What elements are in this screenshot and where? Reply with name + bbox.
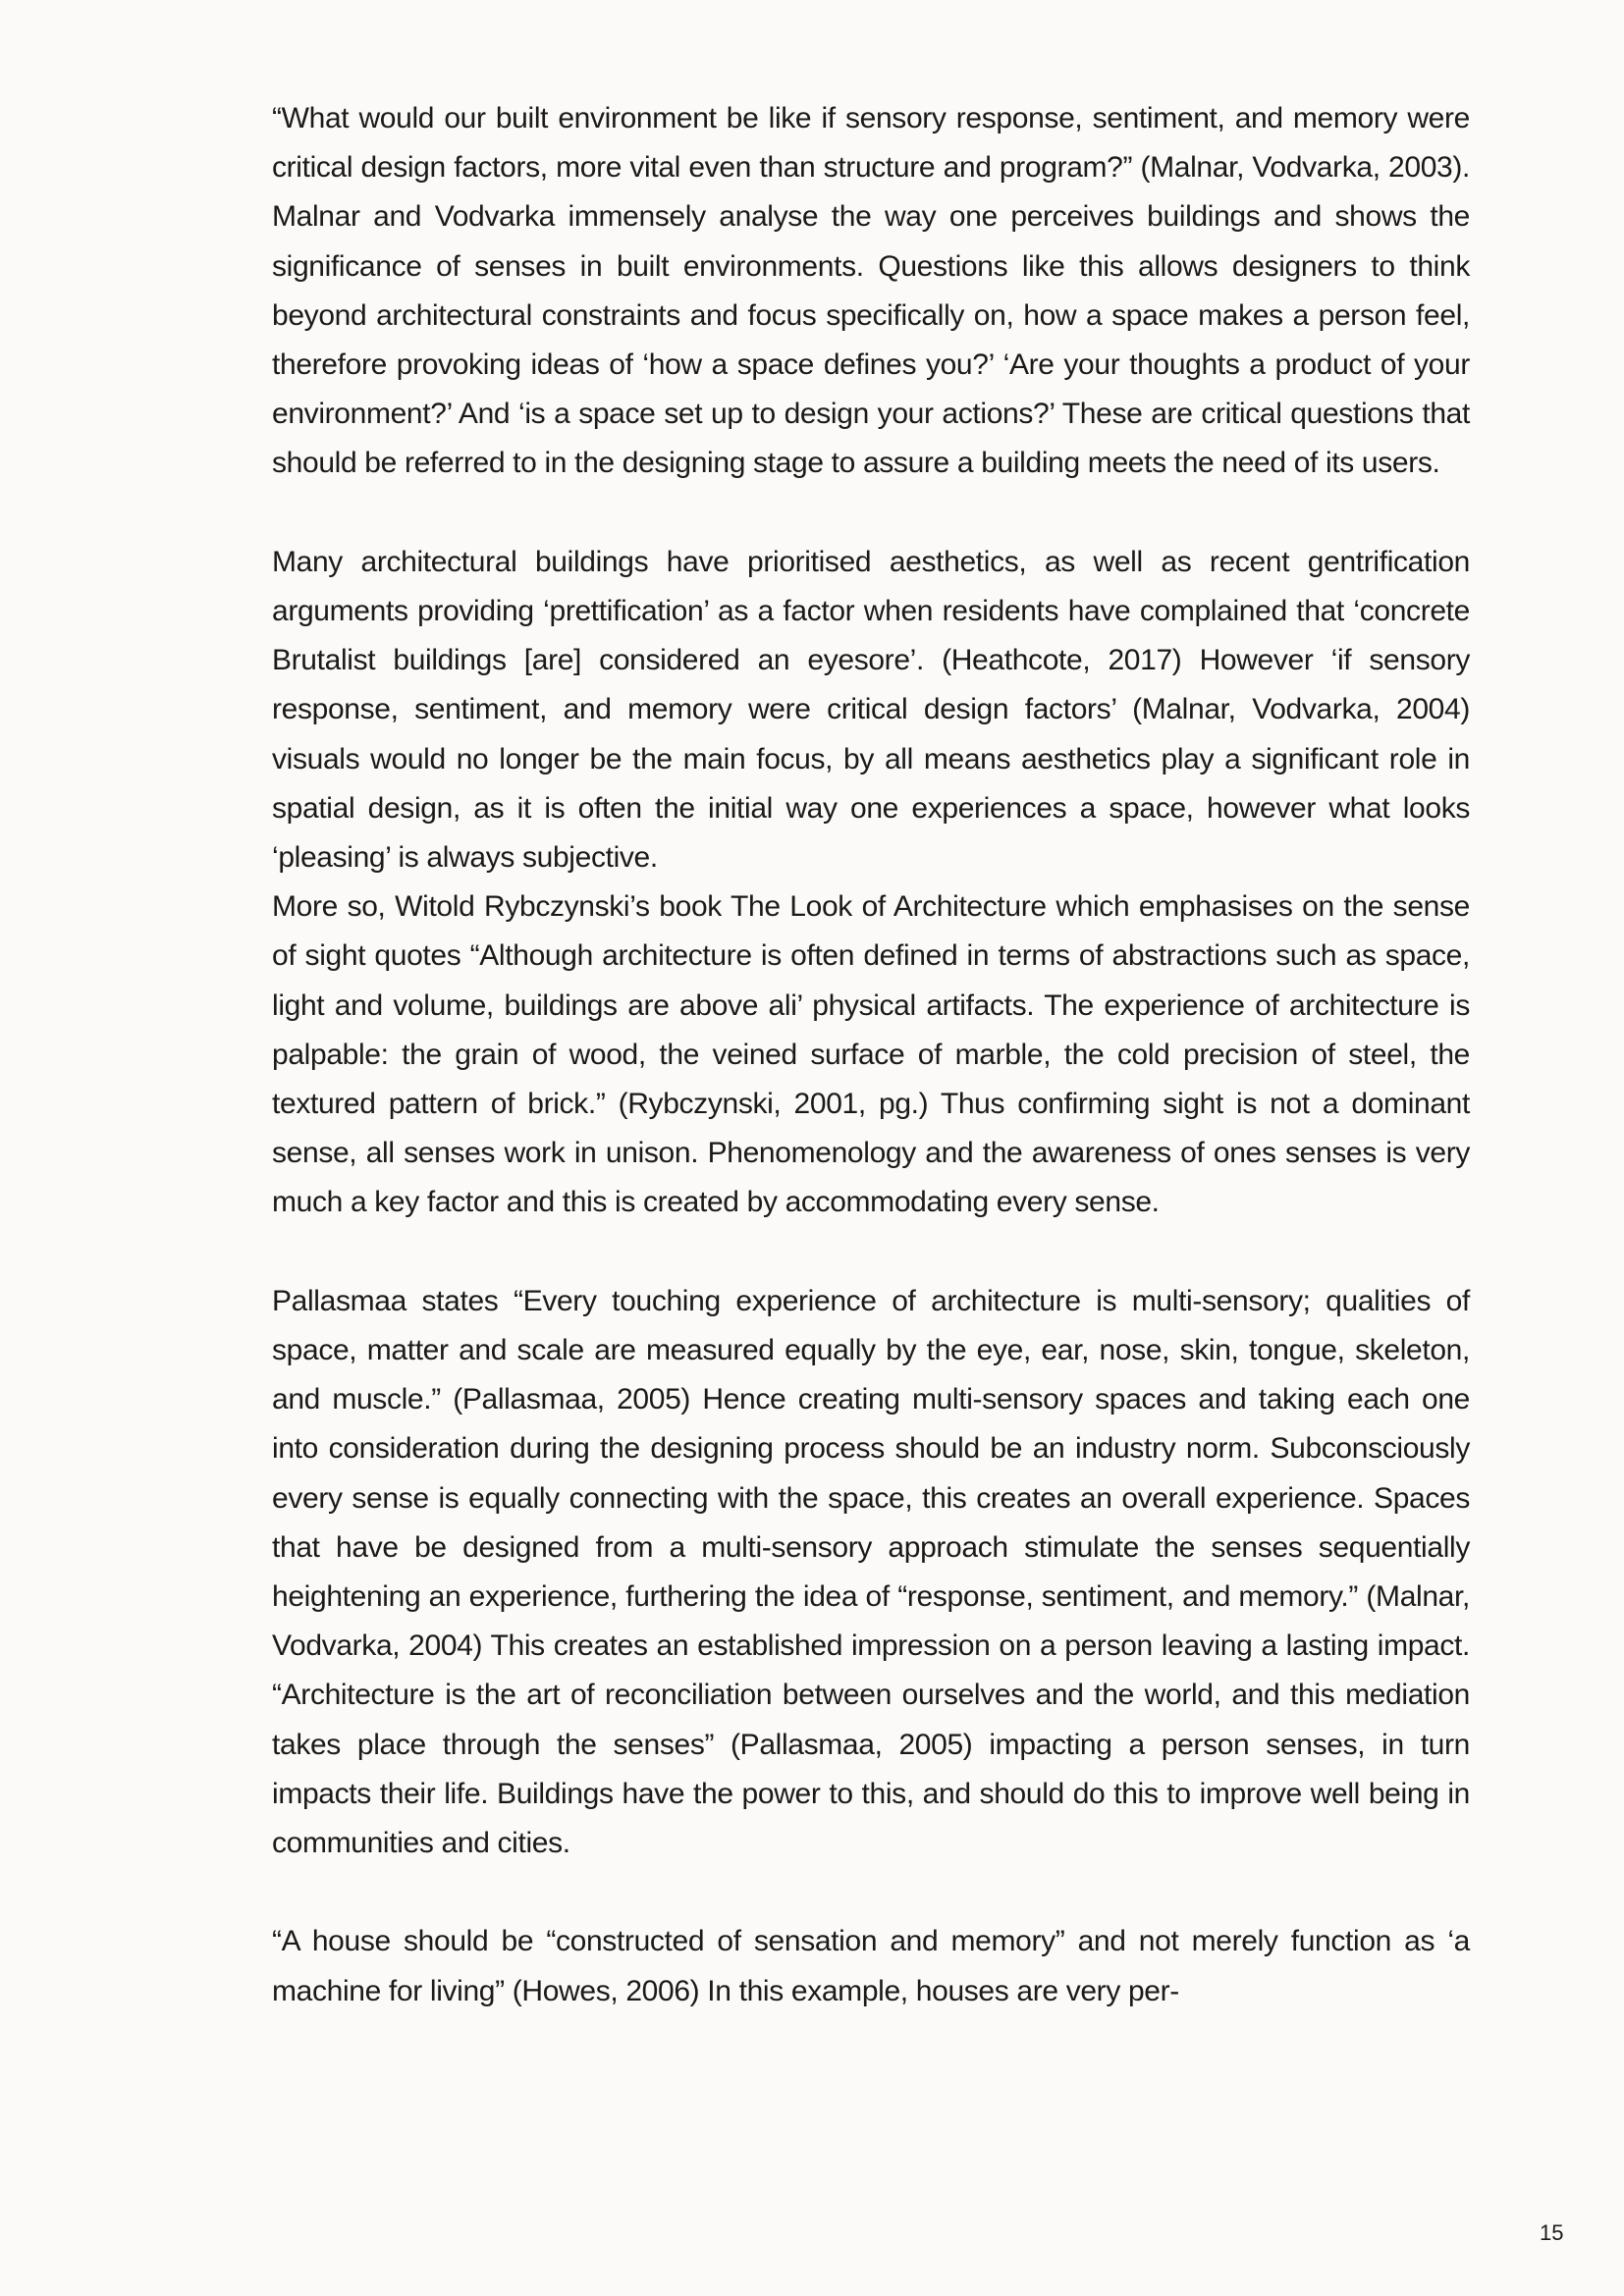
body-text-column — [272, 94, 1470, 2016]
paragraph-malnar-vodvarka-question: “What would our built environment be like if sensory response, sentiment, and memory were critical design factors, more vital even than structure and program?” (Malnar, Vodvarka, 2003). Malnar and Vodvarka immensely analyse the way one perceives buildings and shows the significance of senses in built environments. Questions like this allows designers to think beyond architectural constraints and focus specifically on, how a space makes a person feel, therefore provoking ideas of ‘how a space defines you?’ ‘Are your thoughts a product of your environment?’ And ‘is a space set up to design your actions?’ These are critical questions that should be referred to in the designing stage to assure a building meets the need of its users. — [272, 102, 1470, 480]
paragraph-rybczynski-sight: More so, Witold Rybczynski’s book The Look of Architecture which emphasises on the sense of sight quotes “Although architecture is often defined in terms of abstractions such as space, light and volume, buildings are above ali’ physical artifacts. The experience of architecture is palpable: the grain of wood, the veined surface of marble, the cold precision of steel, the textured pattern of brick.” (Rybczynski, 2001, pg.) Thus confirming sight is not a dominant sense, all senses work in unison. Phenomenology and the awareness of ones senses is very much a key factor and this is created by accommodating every sense. — [272, 890, 1470, 1219]
page-number: 15 — [1540, 2220, 1564, 2245]
paragraph-pallasmaa-multisensory: Pallasmaa states “Every touching experience of architecture is multi-sensory; qualities of space, matter and scale are measured equally by the eye, ear, nose, skin, tongue, skeleton, and muscle.” (Pallasmaa, 2005) Hence creating multi-sensory spaces and taking each one into consideration during the designing process should be an industry norm. Subconsciously every sense is equally connecting with the space, this creates an overall experience. Spaces that have be designed from a multi-sensory approach stimulate the senses sequentially heightening an experience, furthering the idea of “response, sentiment, and memory.” (Malnar, Vodvarka, 2004) This creates an established impression on a person leaving a lasting impact. “Architecture is the art of reconciliation between ourselves and the world, and this mediation takes place through the senses” (Pallasmaa, 2005) impacting a person senses, in turn impacts their life. Buildings have the power to this, and should do this to improve well being in communities and cities. — [272, 1284, 1470, 1860]
paragraph-howes-house: “A house should be “constructed of sensation and memory” and not merely function as ‘a machine for living” (Howes, 2006) In this example, houses are very per- — [272, 1925, 1470, 2007]
paragraph-aesthetics-gentrification: Many architectural buildings have prioritised aesthetics, as well as recent gentrification arguments providing ‘prettification’ as a factor when residents have complained that ‘concrete Brutalist buildings [are] considered an eyesore’. (Heathcote, 2017) However ‘if sensory response, sentiment, and memory were critical design factors’ (Malnar, Vodvarka, 2004) visuals would no longer be the main focus, by all means aesthetics play a significant role in spatial design, as it is often the initial way one experiences a space, however what looks ‘pleasing’ is always subjective. — [272, 545, 1470, 875]
